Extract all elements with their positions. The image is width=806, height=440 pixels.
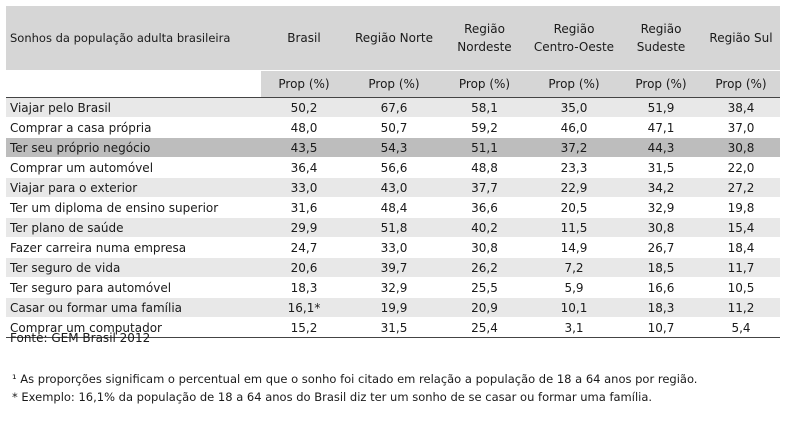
value-cell: 27,2 [702,178,780,198]
value-cell: 51,8 [347,218,441,238]
value-cell: 18,5 [620,258,702,278]
footnote: * Exemplo: 16,1% da população de 18 a 64 anos do Brasil diz ter um sonho de se casar ou formar uma família. [12,390,653,404]
value-cell: 59,2 [441,118,528,138]
dreams-table [6,6,780,338]
value-cell: 51,1 [441,138,528,158]
value-cell: 10,7 [620,318,702,338]
region-header: Região Centro-Oeste [528,6,620,71]
row-label: Ter plano de saúde [6,218,261,238]
value-cell: 31,5 [347,318,441,338]
value-cell: 26,2 [441,258,528,278]
table-title: Sonhos da população adulta brasileira [6,6,261,71]
value-cell: 50,2 [261,98,347,118]
value-cell: 43,5 [261,138,347,158]
row-label: Casar ou formar uma família [6,298,261,318]
value-cell: 19,8 [702,198,780,218]
value-cell: 33,0 [261,178,347,198]
value-cell: 33,0 [347,238,441,258]
value-cell: 44,3 [620,138,702,158]
table-row [6,218,780,238]
subheader-cell: Prop (%) [702,71,780,98]
region-header: Brasil [261,6,347,71]
value-cell: 24,7 [261,238,347,258]
value-cell: 30,8 [620,218,702,238]
value-cell: 39,7 [347,258,441,278]
value-cell: 26,7 [620,238,702,258]
subheader-cell: Prop (%) [347,71,441,98]
row-label: Comprar a casa própria [6,118,261,138]
subheader-cell: Prop (%) [441,71,528,98]
table-row [6,98,780,118]
value-cell: 30,8 [702,138,780,158]
value-cell: 50,7 [347,118,441,138]
value-cell: 11,7 [702,258,780,278]
row-label: Viajar pelo Brasil [6,98,261,118]
row-label: Comprar um computador [6,318,261,338]
table-row [6,118,780,138]
table-row [6,278,780,298]
value-cell: 18,4 [702,238,780,258]
value-cell: 35,0 [528,98,620,118]
value-cell: 37,0 [702,118,780,138]
value-cell: 36,6 [441,198,528,218]
subheader-row [6,71,780,98]
value-cell: 16,6 [620,278,702,298]
table-row [6,198,780,218]
value-cell: 32,9 [620,198,702,218]
subheader-cell: Prop (%) [620,71,702,98]
value-cell: 58,1 [441,98,528,118]
value-cell: 23,3 [528,158,620,178]
value-cell: 20,5 [528,198,620,218]
table-body [6,98,780,338]
value-cell: 47,1 [620,118,702,138]
value-cell: 15,4 [702,218,780,238]
value-cell: 5,9 [528,278,620,298]
value-cell: 11,2 [702,298,780,318]
row-label: Viajar para o exterior [6,178,261,198]
value-cell: 37,2 [528,138,620,158]
table-row [6,298,780,318]
value-cell: 20,6 [261,258,347,278]
footnotes [12,370,697,406]
row-label: Ter um diploma de ensino superior [6,198,261,218]
row-label: Comprar um automóvel [6,158,261,178]
subheader-blank [6,71,261,98]
table-row [6,258,780,278]
value-cell: 3,1 [528,318,620,338]
table-row [6,158,780,178]
table-row [6,138,780,158]
value-cell: 40,2 [441,218,528,238]
row-label: Ter seu próprio negócio [6,138,261,158]
region-header: Região Sul [702,6,780,71]
value-cell: 14,9 [528,238,620,258]
value-cell: 22,0 [702,158,780,178]
subheader-cell: Prop (%) [261,71,347,98]
value-cell: 16,1* [261,298,347,318]
value-cell: 31,5 [620,158,702,178]
value-cell: 18,3 [620,298,702,318]
region-header: Região Norte [347,6,441,71]
table-row [6,178,780,198]
value-cell: 20,9 [441,298,528,318]
subheader-cell: Prop (%) [528,71,620,98]
region-header: Região Sudeste [620,6,702,71]
value-cell: 22,9 [528,178,620,198]
value-cell: 54,3 [347,138,441,158]
value-cell: 10,5 [702,278,780,298]
table-row [6,238,780,258]
value-cell: 48,0 [261,118,347,138]
row-label: Fazer carreira numa empresa [6,238,261,258]
value-cell: 30,8 [441,238,528,258]
value-cell: 56,6 [347,158,441,178]
value-cell: 18,3 [261,278,347,298]
value-cell: 51,9 [620,98,702,118]
value-cell: 48,4 [347,198,441,218]
value-cell: 5,4 [702,318,780,338]
value-cell: 7,2 [528,258,620,278]
value-cell: 10,1 [528,298,620,318]
value-cell: 36,4 [261,158,347,178]
value-cell: 25,4 [441,318,528,338]
value-cell: 34,2 [620,178,702,198]
source-note: Fonte: GEM Brasil 2012 [10,331,151,345]
value-cell: 25,5 [441,278,528,298]
row-label: Ter seguro de vida [6,258,261,278]
value-cell: 32,9 [347,278,441,298]
value-cell: 46,0 [528,118,620,138]
value-cell: 19,9 [347,298,441,318]
value-cell: 43,0 [347,178,441,198]
value-cell: 11,5 [528,218,620,238]
footnote: ¹ As proporções significam o percentual em que o sonho foi citado em relação a população de 18 a 64 anos por região. [12,372,698,386]
value-cell: 48,8 [441,158,528,178]
value-cell: 38,4 [702,98,780,118]
header-row [6,6,780,71]
value-cell: 15,2 [261,318,347,338]
value-cell: 67,6 [347,98,441,118]
value-cell: 31,6 [261,198,347,218]
value-cell: 29,9 [261,218,347,238]
value-cell: 37,7 [441,178,528,198]
region-header: Região Nordeste [441,6,528,71]
row-label: Ter seguro para automóvel [6,278,261,298]
